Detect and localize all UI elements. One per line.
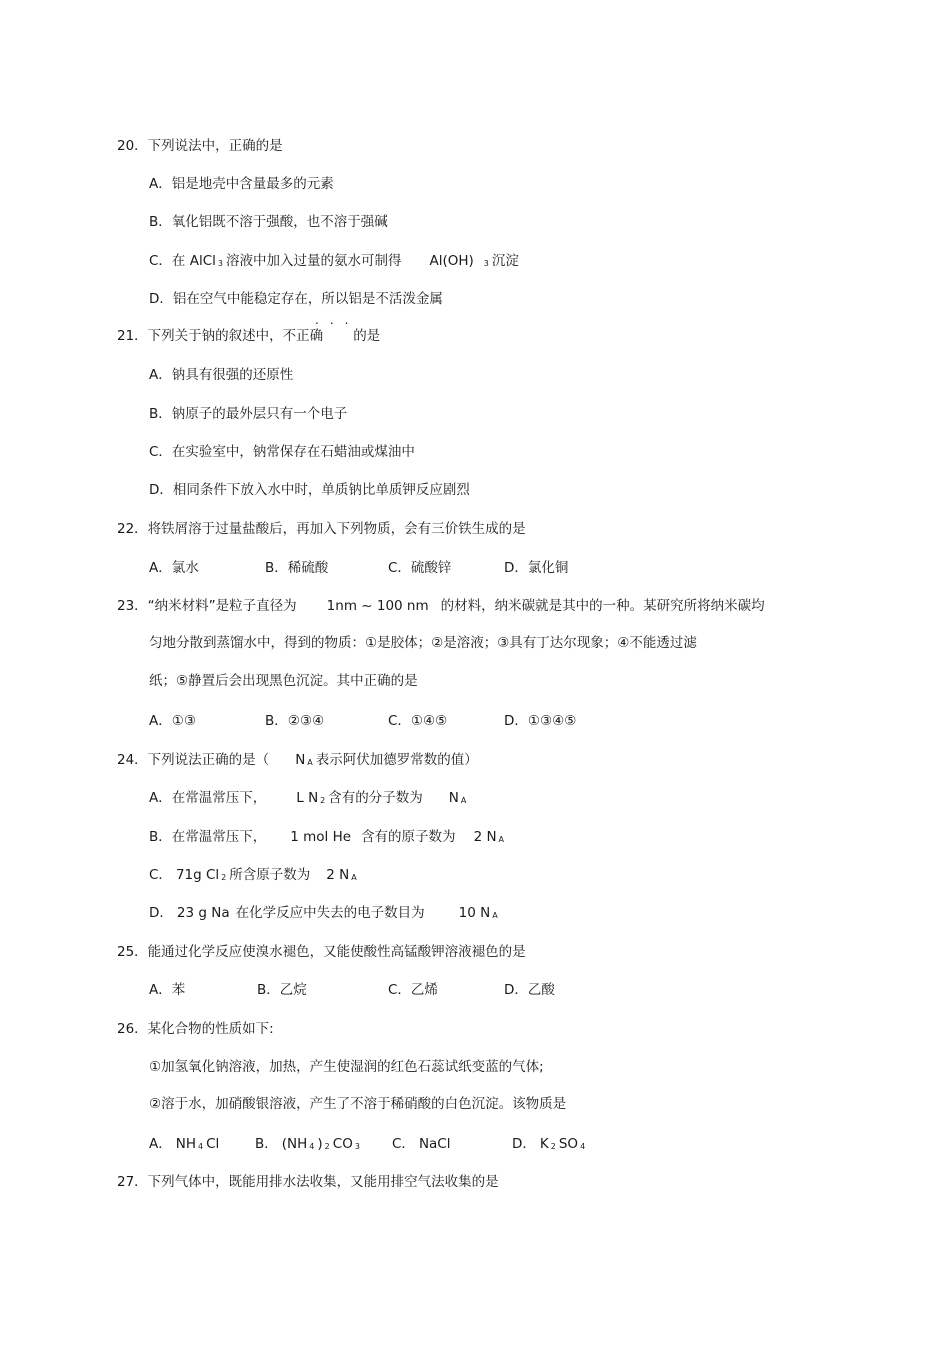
q24d-part3: 在化学反应中失去的电子数目为 (235, 905, 425, 921)
question-22-option-d: D．氯化铜 (504, 560, 569, 576)
q24c-part4: 2 N (326, 867, 350, 883)
question-22-option-b: B．稀硫酸 (265, 560, 329, 576)
question-21-option-d: D．相同条件下放入水中时，单质钠比单质钾反应剧烈 (149, 482, 470, 498)
q26d-sub2: 4 (580, 1142, 586, 1151)
q20c-part3: Al(OH) (429, 253, 474, 269)
q20c-part4: 沉淀 (491, 253, 519, 269)
q20c-sub2: 3 (483, 259, 489, 268)
q23-stem-part2: 1nm ~ 100 nm (326, 598, 429, 614)
question-23-stem-line3: 纸；⑤静置后会出现黑色沉淀。其中正确的是 (149, 673, 418, 689)
question-21-option-a: A．钠具有很强的还原性 (149, 367, 294, 383)
question-22-option-a: A．氯水 (149, 560, 199, 576)
emphasis-dots: ... (315, 313, 360, 327)
question-24-option-c (149, 866, 360, 887)
q26d-part2: K (539, 1136, 549, 1152)
q24c-sub1: 2 (221, 873, 227, 882)
q26b-part3: ) (317, 1136, 323, 1152)
question-21-option-b: B．钠原子的最外层只有一个电子 (149, 406, 348, 422)
q24c-sub2: A (351, 873, 357, 882)
question-23-stem-line2: 匀地分散到蒸馏水中，得到的物质：①是胶体；②是溶液；③具有丁达尔现象；④不能透过滤 (149, 635, 697, 651)
question-23-option-a: A．①③ (149, 713, 196, 729)
q20c-part2: 溶液中加入过量的氨水可制得 (225, 253, 402, 269)
q26b-sub1: 4 (309, 1142, 315, 1151)
q26b-part4: CO (332, 1136, 353, 1152)
q20c-sub1: 3 (217, 259, 223, 268)
question-20-stem: 20．下列说法中，正确的是 (117, 138, 283, 154)
q24a-part1: A．在常温常压下， (149, 790, 267, 806)
question-21-stem (117, 327, 380, 345)
q24b-part1: B．在常温常压下， (149, 829, 267, 845)
q24d-sub1: A (492, 911, 498, 920)
question-23-option-d: D．①③④⑤ (504, 713, 577, 729)
q24a-part2: L N (296, 790, 319, 806)
question-25-option-c: C．乙烯 (388, 982, 438, 998)
q24a-sub1: 2 (320, 796, 326, 805)
question-24-option-a (149, 789, 469, 810)
q24c-part2: 71g Cl (175, 867, 220, 883)
question-24-option-d (149, 904, 501, 925)
question-26-option-a (149, 1135, 219, 1156)
question-26-option-d (512, 1135, 588, 1156)
q26a-sub1: 4 (198, 1142, 204, 1151)
q26a-part3: Cl (206, 1136, 220, 1152)
q26b-part1: B． (255, 1136, 278, 1152)
q21-stem-part2: 的是 (353, 328, 381, 344)
q26d-part1: D． (512, 1136, 536, 1152)
question-26-option-b (255, 1135, 363, 1156)
question-20-option-d: D．铝在空气中能稳定存在，所以铝是不活泼金属 (149, 291, 443, 307)
q26c-part1: C． (392, 1136, 415, 1152)
question-26-property-1: ①加氢氧化钠溶液，加热，产生使湿润的红色石蕊试纸变蓝的气体; (149, 1059, 544, 1075)
q24c-part3: 所含原子数为 (229, 867, 311, 883)
q23-stem-part3: 的材料，纳米碳就是其中的一种。某研究所将纳米碳均 (440, 598, 765, 614)
question-26-property-2: ②溶于水，加硝酸银溶液，产生了不溶于稀硝酸的白色沉淀。该物质是 (149, 1096, 567, 1112)
question-23-option-b: B．②③④ (265, 713, 325, 729)
q24a-part3: 含有的分子数为 (328, 790, 423, 806)
question-25-stem: 25．能通过化学反应使溴水褪色，又能使酸性高锰酸钾溶液褪色的是 (117, 944, 526, 960)
q24-stem-part3: 表示阿伏加德罗常数的值） (315, 752, 478, 768)
q26b-sub3: 3 (354, 1142, 360, 1151)
question-25-option-d: D．乙酸 (504, 982, 555, 998)
question-21-option-c: C．在实验室中，钠常保存在石蜡油或煤油中 (149, 444, 415, 460)
q26b-sub2: 2 (324, 1142, 330, 1151)
q24d-part4: 10 N (458, 905, 491, 921)
q24-stem-part2: N (295, 752, 306, 768)
question-25-option-a: A．苯 (149, 982, 186, 998)
q23-stem-part1: 23．“纳米材料”是粒子直径为 (117, 598, 297, 614)
question-26-stem: 26．某化合物的性质如下: (117, 1021, 274, 1037)
q21-stem-part1: 21．下列关于钠的叙述中，不正确 (117, 328, 324, 344)
q26a-part2: NH (175, 1136, 196, 1152)
question-20-option-b: B．氧化铝既不溶于强酸，也不溶于强碱 (149, 214, 388, 230)
question-27-stem: 27．下列气体中，既能用排水法收集，又能用排空气法收集的是 (117, 1174, 499, 1190)
question-24-stem (117, 751, 478, 772)
question-26-option-c (392, 1135, 451, 1153)
q24b-part3: 含有的原子数为 (361, 829, 456, 845)
question-24-option-b (149, 828, 507, 849)
question-23-stem-line1 (117, 597, 765, 615)
question-20-option-a: A．铝是地壳中含量最多的元素 (149, 176, 334, 192)
q24b-part2: 1 mol He (290, 829, 352, 845)
q24-stem-part1: 24．下列说法正确的是（ (117, 752, 270, 768)
q24a-part4: N (448, 790, 459, 806)
question-20-option-c (149, 252, 519, 273)
q26d-part3: SO (558, 1136, 579, 1152)
q20c-part1: C．在 AlCl (149, 253, 216, 269)
q24-stem-sub1: A (307, 758, 313, 767)
q26b-part2: (NH (281, 1136, 308, 1152)
question-25-option-b: B．乙烷 (257, 982, 307, 998)
q26c-part2: NaCl (418, 1136, 451, 1152)
question-22-option-c: C．硫酸锌 (388, 560, 452, 576)
q26d-sub1: 2 (550, 1142, 556, 1151)
q26a-part1: A． (149, 1136, 172, 1152)
question-23-option-c: C．①④⑤ (388, 713, 448, 729)
q24a-sub2: A (460, 796, 467, 805)
q24b-part4: 2 N (473, 829, 497, 845)
q24c-part1: C． (149, 867, 172, 883)
q24d-part2: 23 g Na (176, 905, 230, 921)
q24d-part1: D． (149, 905, 173, 921)
q24b-sub1: A (498, 835, 505, 844)
question-22-stem: 22．将铁屑溶于过量盐酸后，再加入下列物质，会有三价铁生成的是 (117, 521, 526, 537)
